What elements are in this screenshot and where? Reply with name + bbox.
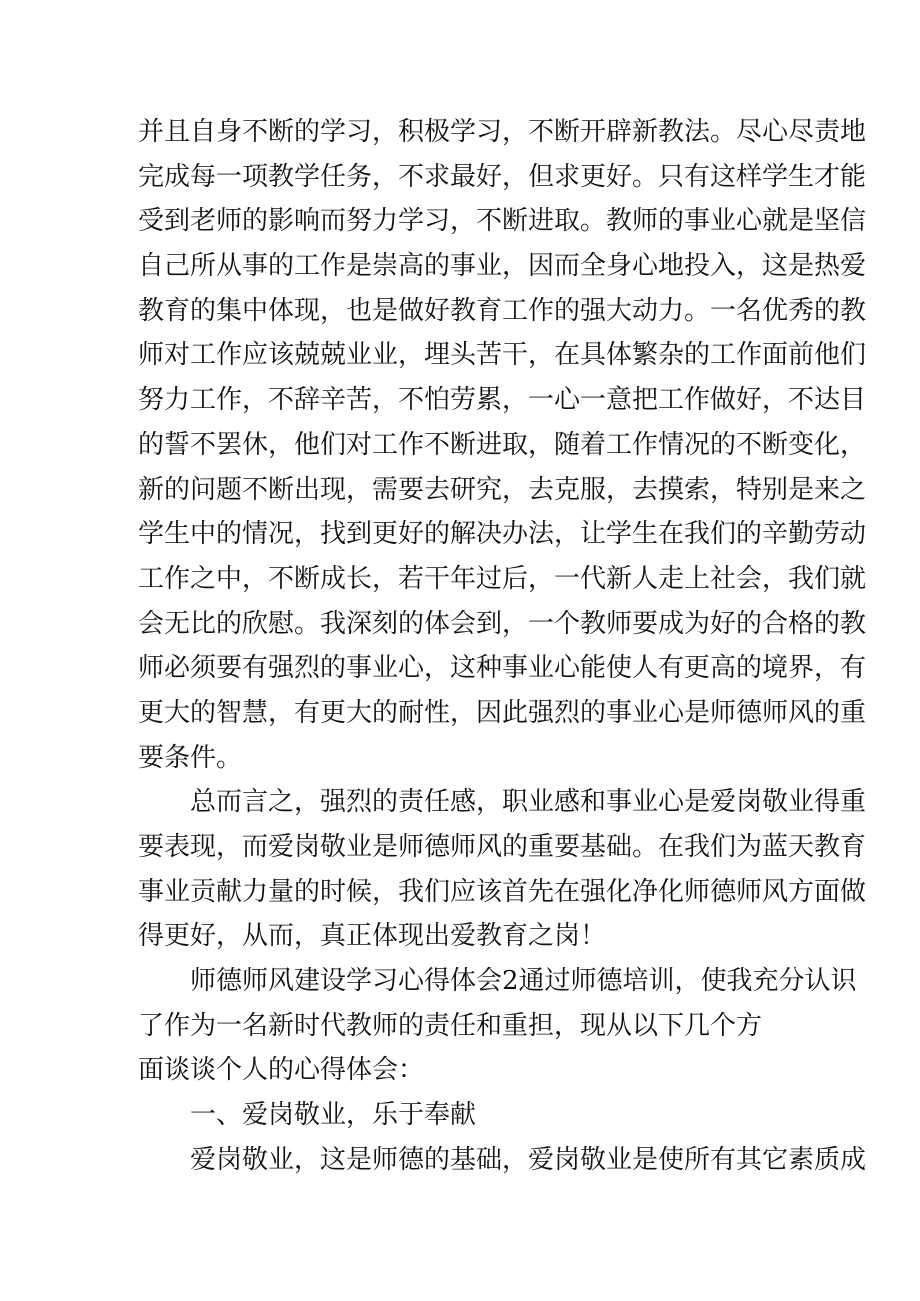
- section-heading: 一、爱岗敬业，乐于奉献: [190, 1100, 477, 1131]
- text-line: 完成每一项教学任务，不求最好，但求更好。只有这样学生才能: [138, 161, 867, 192]
- text-line: 要条件。: [138, 742, 243, 773]
- text-line: 并且自身不断的学习，积极学习，不断开辟新教法。尽心尽责地: [138, 117, 867, 147]
- text-line: 工作之中，不断成长，若干年过后，一代新人走上社会，我们就: [138, 563, 867, 594]
- text-line: 了作为一名新时代教师的责任和重担，现从以下几个方: [138, 1010, 763, 1041]
- body-text: [138, 110, 867, 1183]
- text-line: 师对工作应该兢兢业业，埋头苦干，在具体繁杂的工作面前他们: [138, 340, 867, 371]
- text-line: 会无比的欣慰。我深刻的体会到，一个教师要成为好的合格的教: [138, 608, 867, 639]
- text-line: 师必须要有强烈的事业心，这种事业心能使人有更高的境界，有: [138, 653, 867, 684]
- text-line: 受到老师的影响而努力学习，不断进取。教师的事业心就是坚信: [138, 206, 867, 237]
- paragraph-start-line: 师德师风建设学习心得体会2通过师德培训，使我充分认识: [190, 966, 857, 997]
- text-line: 更大的智慧，有更大的耐性，因此强烈的事业心是师德师风的重: [138, 697, 867, 728]
- text-line: 教育的集中体现，也是做好教育工作的强大动力。一名优秀的教: [138, 295, 867, 326]
- text-line: 新的问题不断出现，需要去研究，去克服，去摸索，特别是来之: [138, 474, 867, 505]
- paragraph-start-line: 爱岗敬业，这是师德的基础，爱岗敬业是使所有其它素质成: [190, 1144, 867, 1175]
- text-line: 要表现，而爱岗敬业是师德师风的重要基础。在我们为蓝天教育: [138, 832, 867, 862]
- text-line: 自己所从事的工作是崇高的事业，因而全身心地投入，这是热爱: [138, 251, 867, 282]
- paragraph-start-line: 总而言之，强烈的责任感，职业感和事业心是爱岗敬业得重: [190, 787, 867, 818]
- text-line: 努力工作，不辞辛苦，不怕劳累，一心一意把工作做好，不达目: [138, 385, 867, 416]
- text-line: 学生中的情况，找到更好的解决办法，让学生在我们的辛勤劳动: [138, 519, 867, 550]
- text-line: 得更好，从而，真正体现出爱教育之岗！: [138, 921, 607, 952]
- text-line: 面谈谈个人的心得体会：: [138, 1055, 425, 1086]
- text-line: 的誓不罢休，他们对工作不断进取，随着工作情况的不断变化，: [138, 429, 867, 460]
- text-line: 事业贡献力量的时候，我们应该首先在强化净化师德师风方面做: [138, 876, 867, 907]
